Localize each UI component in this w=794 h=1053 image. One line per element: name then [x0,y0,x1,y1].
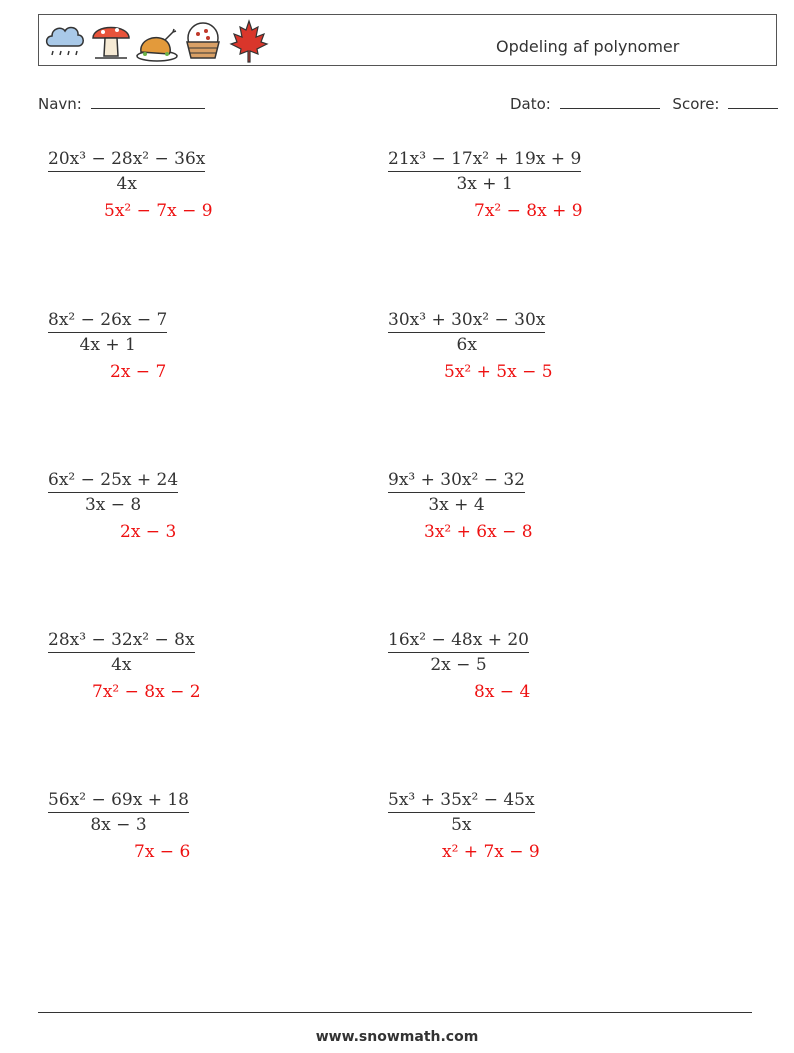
numerator: 8x² − 26x − 7 [48,310,168,330]
answer: 7x² − 8x − 2 [92,682,201,702]
numerator: 56x² − 69x + 18 [48,790,189,810]
rain-cloud-icon [43,18,87,64]
date-label: Dato: [510,95,551,113]
fraction [388,789,535,836]
numerator: 5x³ + 35x² − 45x [388,790,535,810]
fraction [388,629,529,676]
fraction-bar [388,492,525,493]
maple-leaf-icon [227,18,271,64]
date-score-field [510,94,778,113]
fraction [48,469,178,516]
worksheet-header [38,14,777,66]
numerator: 28x³ − 32x² − 8x [48,630,195,650]
fraction-bar [388,332,545,333]
fraction-bar [48,652,195,653]
fraction-bar [388,652,529,653]
roast-turkey-icon [135,18,179,64]
fraction-bar [388,171,581,172]
denominator: 3x − 8 [84,495,142,515]
fraction [388,469,525,516]
worksheet-title: Opdeling af polynomer [496,37,680,56]
numerator: 30x³ + 30x² − 30x [388,310,546,330]
pie-basket-icon [181,18,225,64]
fraction [48,629,195,676]
name-field [38,94,205,113]
denominator: 3x + 4 [428,495,485,515]
footer-rule [38,1012,752,1013]
answer: 8x − 4 [474,682,531,702]
answer: 5x² − 7x − 9 [104,201,213,221]
denominator: 5x [451,815,472,835]
fraction-bar [48,332,167,333]
denominator: 8x − 3 [90,815,147,835]
denominator: 3x + 1 [456,174,513,194]
answer: 2x − 3 [120,522,177,542]
fraction-bar [48,812,189,813]
denominator: 2x − 5 [430,655,487,675]
answer: x² + 7x − 9 [442,842,540,862]
fraction [388,309,545,356]
denominator: 4x [111,655,132,675]
answer: 3x² + 6x − 8 [424,522,533,542]
fraction [48,789,189,836]
name-label: Navn: [38,95,82,113]
mushroom-icon [89,18,133,64]
fraction [48,148,205,195]
numerator: 21x³ − 17x² + 19x + 9 [388,149,582,169]
date-blank[interactable] [560,94,660,109]
denominator: 4x [116,174,137,194]
footer-url[interactable]: www.snowmath.com [315,1029,479,1045]
score-blank[interactable] [728,94,778,109]
name-blank[interactable] [91,94,205,109]
numerator: 16x² − 48x + 20 [388,630,529,650]
numerator: 6x² − 25x + 24 [48,470,179,490]
fraction-bar [48,492,178,493]
answer: 5x² + 5x − 5 [444,362,553,382]
fraction [48,309,167,356]
fraction-bar [388,812,535,813]
numerator: 9x³ + 30x² − 32 [388,470,525,490]
denominator: 6x [456,335,477,355]
fraction [388,148,581,195]
fraction-bar [48,171,205,172]
answer: 7x − 6 [134,842,191,862]
answer: 2x − 7 [110,362,167,382]
numerator: 20x³ − 28x² − 36x [48,149,206,169]
denominator: 4x + 1 [79,335,136,355]
answer: 7x² − 8x + 9 [474,201,583,221]
score-label: Score: [672,95,720,113]
